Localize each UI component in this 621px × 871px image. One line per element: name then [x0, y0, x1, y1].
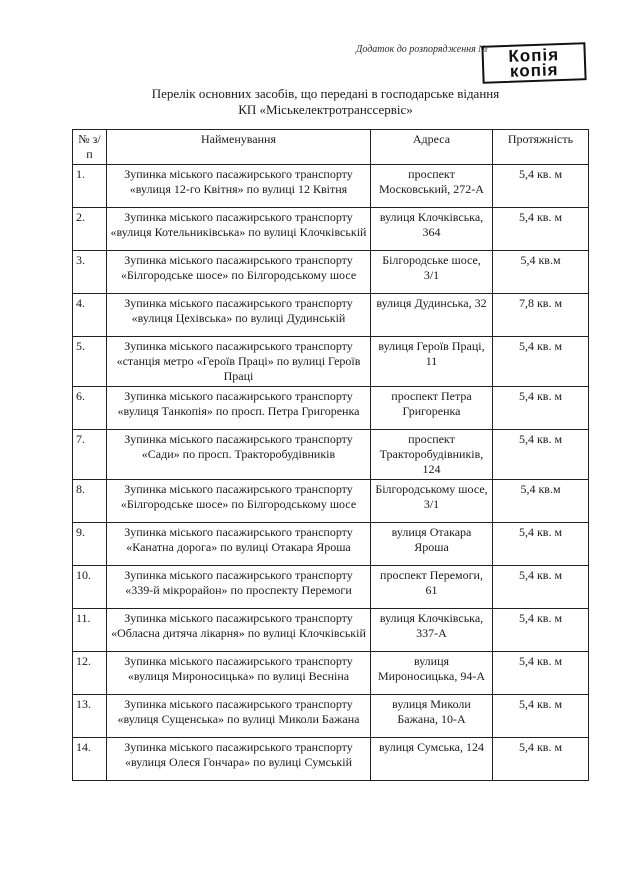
title-line-1: Перелік основних засобів, що передані в господарське відання: [151, 86, 500, 101]
table-row: [73, 165, 589, 208]
row-number: 9.: [73, 523, 107, 566]
row-name: Зупинка міського пасажирського транспорту «вулиця Котельниківська» по вулиці Клочківській: [107, 208, 371, 251]
row-length: 5,4 кв. м: [493, 652, 589, 695]
row-name: Зупинка міського пасажирського транспорту «вулиця Танкопія» по просп. Петра Григоренка: [107, 387, 371, 430]
row-number: 8.: [73, 480, 107, 523]
header-name: Найменування: [107, 130, 371, 165]
stamp-line-2: копія: [509, 60, 559, 81]
table-row: [73, 695, 589, 738]
row-length: 5,4 кв. м: [493, 430, 589, 480]
row-length: 5,4 кв. м: [493, 387, 589, 430]
row-name: Зупинка міського пасажирського транспорту «Обласна дитяча лікарня» по вулиці Клочківській: [107, 609, 371, 652]
row-name: Зупинка міського пасажирського транспорту «вулиця Сущенська» по вулиці Миколи Бажана: [107, 695, 371, 738]
row-name: Зупинка міського пасажирського транспорту «вулиця Олеся Гончара» по вулиці Сумській: [107, 738, 371, 781]
row-length: 5,4 кв. м: [493, 738, 589, 781]
row-length: 7,8 кв. м: [493, 294, 589, 337]
row-address: проспект Московський, 272-А: [371, 165, 493, 208]
row-name: Зупинка міського пасажирського транспорту «вулиця 12-го Квітня» по вулиці 12 Квітня: [107, 165, 371, 208]
row-address: вулиця Сумська, 124: [371, 738, 493, 781]
annex-reference: Додаток до розпорядження №: [356, 44, 488, 55]
row-number: 13.: [73, 695, 107, 738]
table-row: [73, 337, 589, 387]
row-address: вулиця Клочківська, 337-А: [371, 609, 493, 652]
row-length: 5,4 кв.м: [493, 251, 589, 294]
row-address: проспект Перемоги, 61: [371, 566, 493, 609]
header-num: № з/п: [73, 130, 107, 165]
row-length: 5,4 кв. м: [493, 609, 589, 652]
table-row: [73, 652, 589, 695]
row-name: Зупинка міського пасажирського транспорту «339-й мікрорайон» по проспекту Перемоги: [107, 566, 371, 609]
table-row: [73, 430, 589, 480]
table-row: [73, 208, 589, 251]
document-title: [0, 86, 621, 118]
header-length: Протяжність: [493, 130, 589, 165]
table-body: [73, 165, 589, 781]
row-number: 10.: [73, 566, 107, 609]
row-name: Зупинка міського пасажирського транспорту «Канатна дорога» по вулиці Отакара Яроша: [107, 523, 371, 566]
stamp-line-1: Копія: [508, 45, 560, 66]
row-number: 1.: [73, 165, 107, 208]
row-length: 5,4 кв. м: [493, 566, 589, 609]
row-number: 5.: [73, 337, 107, 387]
row-name: Зупинка міського пасажирського транспорту «Білгородське шосе» по Білгородському шосе: [107, 251, 371, 294]
row-name: Зупинка міського пасажирського транспорту «станція метро «Героїв Праці» по вулиці Героїв Праці: [107, 337, 371, 387]
row-name: Зупинка міського пасажирського транспорту «Сади» по просп. Тракторобудівників: [107, 430, 371, 480]
row-name: Зупинка міського пасажирського транспорту «вулиця Цехівська» по вулиці Дудинській: [107, 294, 371, 337]
row-number: 6.: [73, 387, 107, 430]
row-length: 5,4 кв.м: [493, 480, 589, 523]
row-address: Білгородське шосе, 3/1: [371, 251, 493, 294]
row-address: вулиця Дудинська, 32: [371, 294, 493, 337]
row-number: 12.: [73, 652, 107, 695]
row-number: 3.: [73, 251, 107, 294]
copy-stamp: [481, 42, 586, 84]
row-address: проспект Петра Григоренка: [371, 387, 493, 430]
table-row: [73, 251, 589, 294]
row-length: 5,4 кв. м: [493, 337, 589, 387]
row-address: Білгородському шосе, 3/1: [371, 480, 493, 523]
row-name: Зупинка міського пасажирського транспорту «Білгородське шосе» по Білгородському шосе: [107, 480, 371, 523]
row-number: 11.: [73, 609, 107, 652]
table-row: [73, 294, 589, 337]
table-row: [73, 523, 589, 566]
row-length: 5,4 кв. м: [493, 523, 589, 566]
row-address: проспект Тракторобудівників, 124: [371, 430, 493, 480]
table-row: [73, 609, 589, 652]
row-address: вулиця Клочківська, 364: [371, 208, 493, 251]
table-row: [73, 387, 589, 430]
row-number: 14.: [73, 738, 107, 781]
row-address: вулиця Миколи Бажана, 10-А: [371, 695, 493, 738]
row-address: вулиця Героїв Праці, 11: [371, 337, 493, 387]
row-length: 5,4 кв. м: [493, 695, 589, 738]
table-row: [73, 566, 589, 609]
row-length: 5,4 кв. м: [493, 165, 589, 208]
header-address: Адреса: [371, 130, 493, 165]
table-header-row: [73, 130, 589, 165]
table-row: [73, 738, 589, 781]
title-line-2: КП «Міськелектротранссервіс»: [238, 102, 413, 117]
row-number: 4.: [73, 294, 107, 337]
table-row: [73, 480, 589, 523]
row-address: вулиця Мироносицька, 94-А: [371, 652, 493, 695]
row-number: 7.: [73, 430, 107, 480]
row-name: Зупинка міського пасажирського транспорту «вулиця Мироносицька» по вулиці Весніна: [107, 652, 371, 695]
row-length: 5,4 кв. м: [493, 208, 589, 251]
row-number: 2.: [73, 208, 107, 251]
row-address: вулиця Отакара Яроша: [371, 523, 493, 566]
assets-table: [72, 129, 589, 781]
